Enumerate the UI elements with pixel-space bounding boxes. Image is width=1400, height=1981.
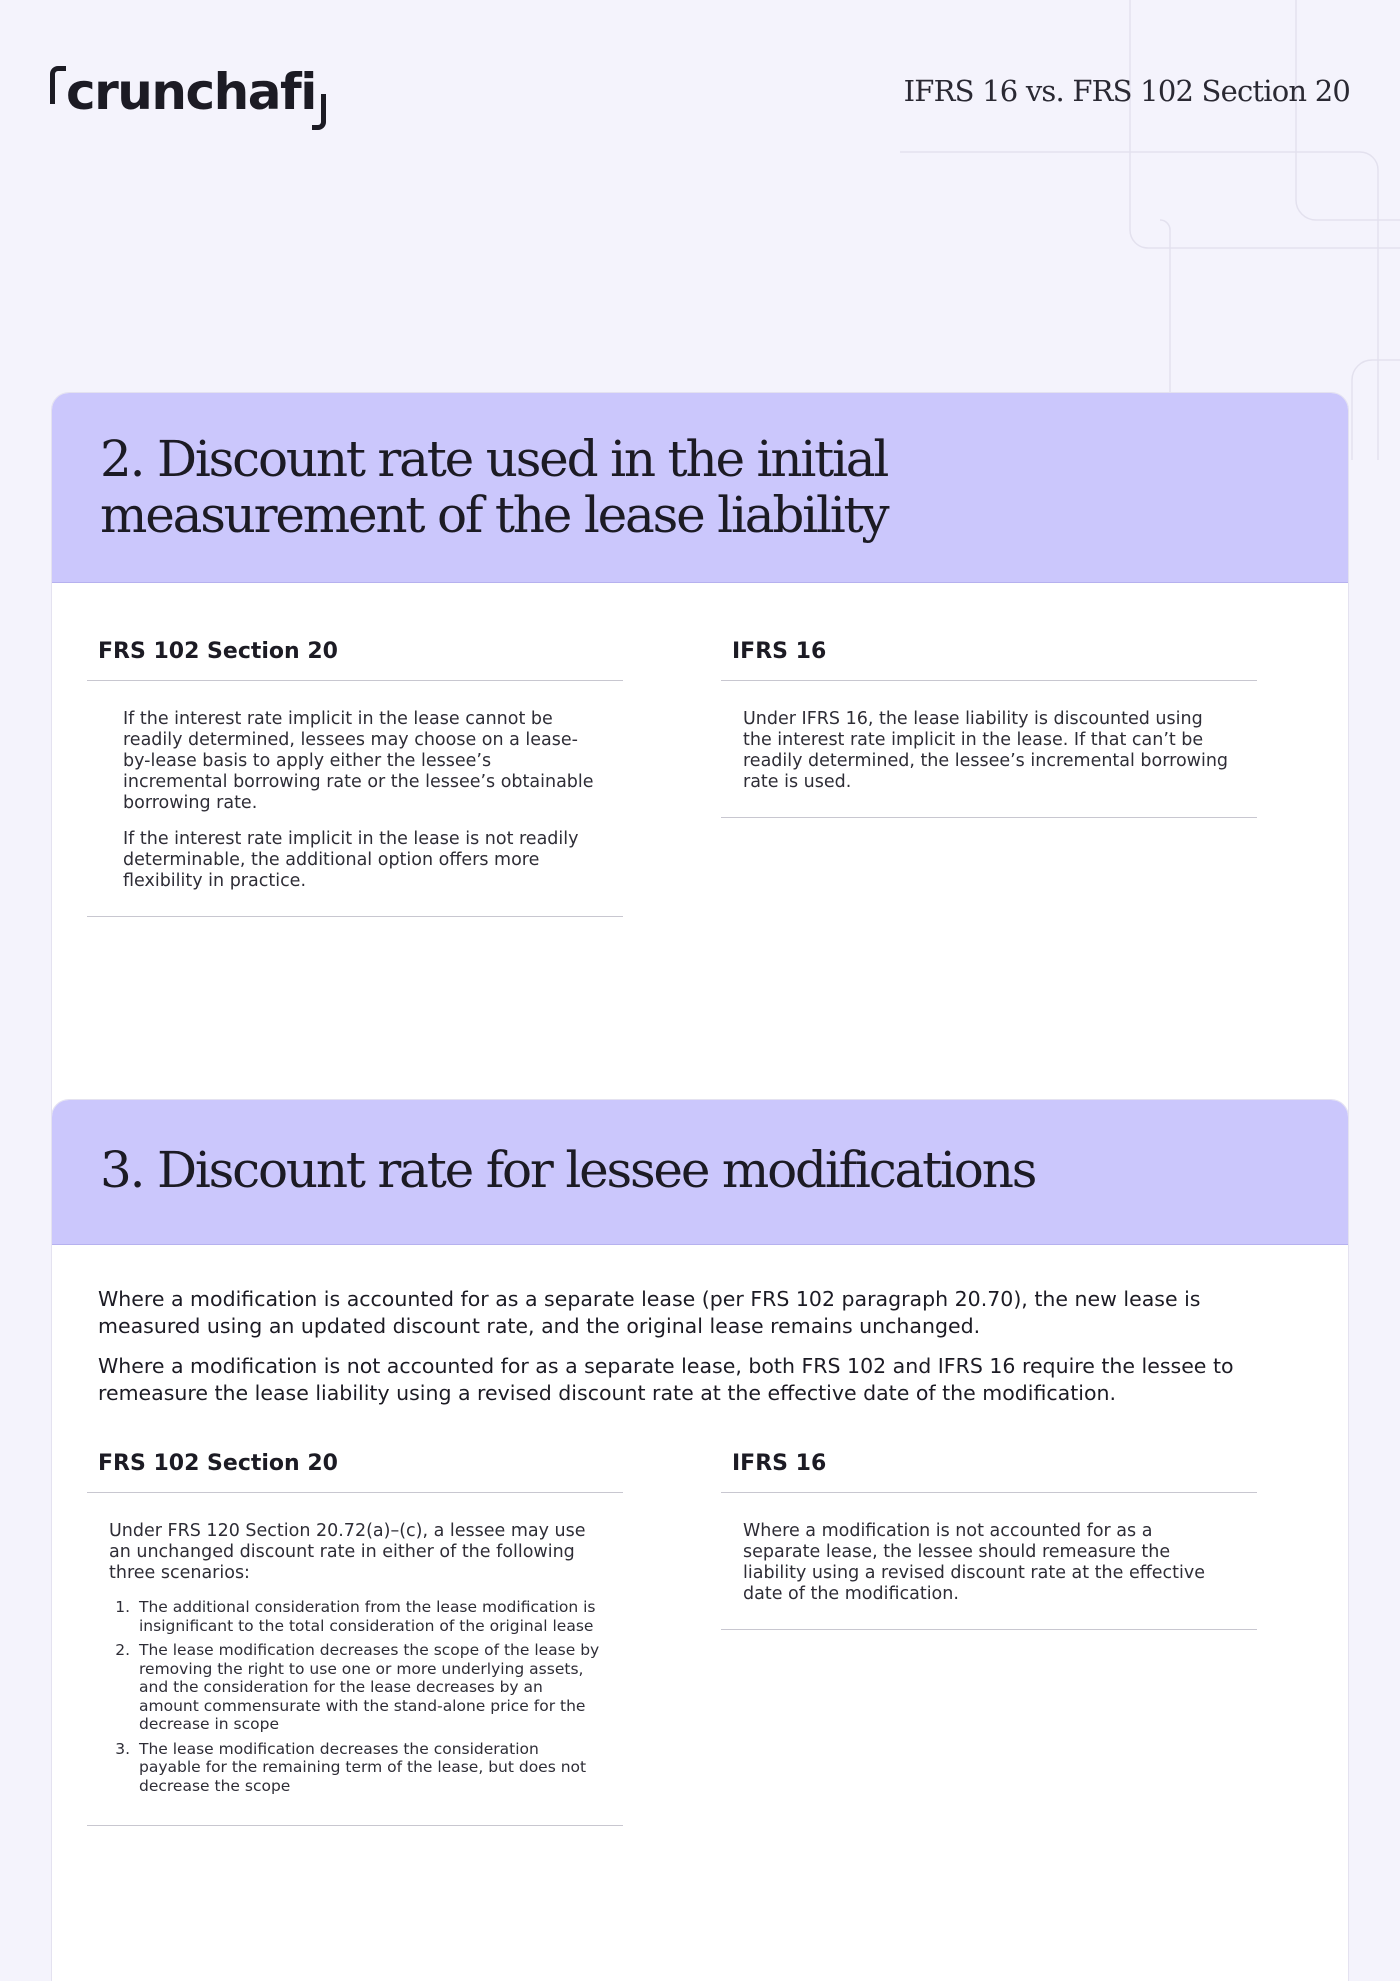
section-2-frs102-column [87, 639, 623, 917]
section-3-header [52, 1100, 1348, 1245]
section-3-frs102-heading: FRS 102 Section 20 [87, 1451, 623, 1493]
crunchafi-logo [50, 62, 326, 122]
section-2-title-line2: measurement of the lease liability [100, 486, 888, 544]
section-2-frs102-para2: If the interest rate implicit in the lease is not readily determinable, the additional option offers more flexibility in practice. [123, 829, 579, 891]
document-title: IFRS 16 vs. FRS 102 Section 20 [903, 74, 1350, 108]
scenario-item-3: 3. The lease modification decreases the consideration payable for the remaining term of the lease, but does not decrease the scope [135, 1740, 601, 1796]
section-3-intro-para2: Where a modification is not accounted for as a separate lease, both FRS 102 and IFRS 16 require the lessee to remeasure the lease liability using a revised discount rate at the effective date of the modification. [98, 1354, 1234, 1405]
section-3-ifrs16-column [721, 1451, 1257, 1630]
section-3-intro-para1: Where a modification is accounted for as a separate lease (per FRS 102 paragraph 20.70), the new lease is measured using an updated discount rate, and the original lease remains unchanged. [98, 1287, 1201, 1338]
section-2-ifrs16-para1: Under IFRS 16, the lease liability is discounted using the interest rate implicit in the lease. If that can’t be readily determined, the lessee’s incremental borrowing rate is used. [743, 709, 1229, 792]
section-3-intro [98, 1286, 1298, 1407]
section-2-title-line1: 2. Discount rate used in the initial [100, 430, 888, 488]
section-3-ifrs16-para1: Where a modification is not accounted for as a separate lease, the lessee should remeasure the liability using a revised discount rate at the effective date of the modification. [743, 1521, 1206, 1604]
section-3-card [51, 1099, 1349, 1981]
section-2-frs102-para1: If the interest rate implicit in the lease cannot be readily determined, lessees may choose on a lease-by-lease basis to apply either the lessee’s incremental borrowing rate or the lessee’s obtainable borrowing rate. [123, 709, 594, 813]
section-3-frs102-column [87, 1451, 623, 1826]
section-2-card [51, 392, 1349, 1212]
logo-bracket-left [50, 66, 66, 104]
section-3-ifrs16-heading: IFRS 16 [721, 1451, 1257, 1493]
scenario-item-2: 2. The lease modification decreases the scope of the lease by removing the right to use one or more underlying assets, and the consideration for the lease decreases by an amount commensurate with the stand-alone price for the decrease in scope [135, 1641, 601, 1734]
section-2-ifrs16-body [721, 681, 1257, 818]
section-3-frs102-para1: Under FRS 120 Section 20.72(a)–(c), a lessee may use an unchanged discount rate in either of the following three scenarios: [109, 1521, 586, 1583]
section-2-header [52, 393, 1348, 583]
section-3-ifrs16-body [721, 1493, 1257, 1630]
section-2-frs102-heading: FRS 102 Section 20 [87, 639, 623, 681]
section-3-title: 3. Discount rate for lessee modifications [100, 1141, 1036, 1199]
section-2-ifrs16-column [721, 639, 1257, 818]
section-2-ifrs16-heading: IFRS 16 [721, 639, 1257, 681]
scenario-list [109, 1598, 601, 1795]
logo-bracket-right [312, 94, 326, 130]
section-3-frs102-body [87, 1493, 623, 1826]
section-2-title [100, 431, 1300, 543]
scenario-item-1: 1. The additional consideration from the lease modification is insignificant to the total consideration of the original lease [135, 1598, 601, 1635]
section-2-frs102-body [87, 681, 623, 917]
logo-wordmark: crunchafi [66, 63, 316, 121]
